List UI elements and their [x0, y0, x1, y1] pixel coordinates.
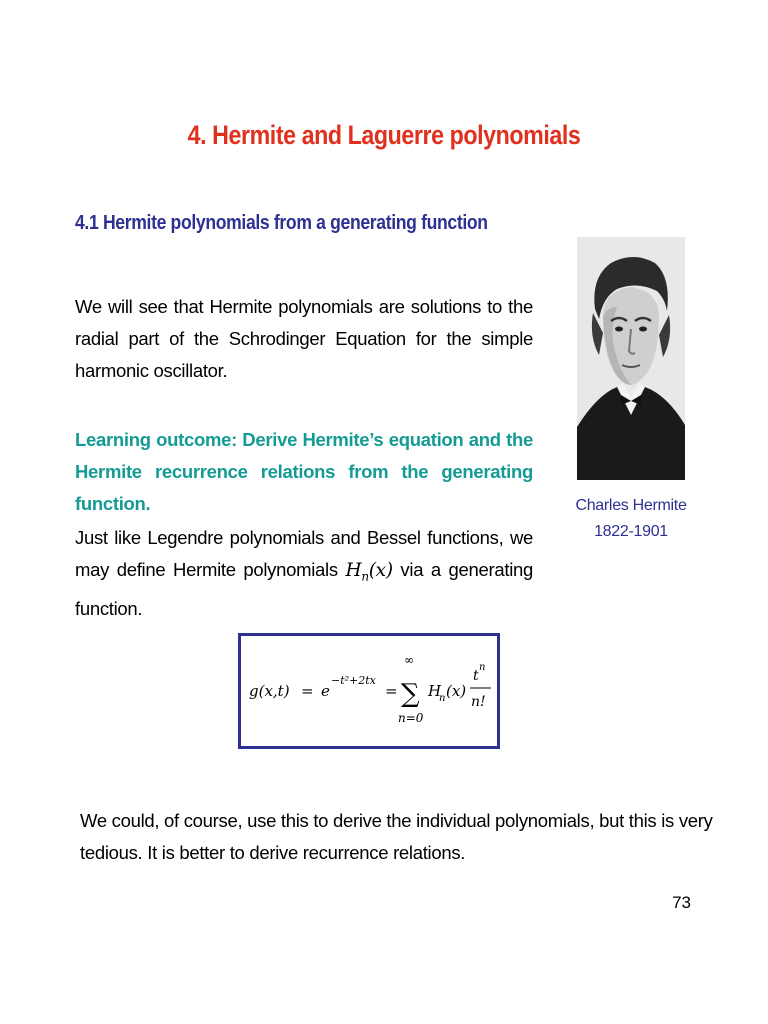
- portrait-caption: [560, 493, 702, 545]
- conclusion-paragraph: We could, of course, use this to derive the individual polynomials, but this is very tedious. It is better to derive recurrence relations.: [80, 810, 713, 863]
- formula-sum-upper: ∞: [404, 653, 414, 667]
- hermite-symbol: [345, 560, 393, 584]
- formula-term-arg: (x): [446, 682, 467, 700]
- formula-sum-lower: n=0: [398, 711, 424, 725]
- section-subtitle: 4.1 Hermite polynomials from a generating function: [75, 212, 488, 234]
- intro-paragraph: We will see that Hermite polynomials are solutions to the radial part of the Schrodinger Equation for the simple harmonic oscillator.: [75, 296, 533, 381]
- formula-term: H: [428, 682, 442, 700]
- page-number: 73: [672, 893, 691, 912]
- formula-sum-symbol: ∑: [401, 679, 420, 709]
- formula-exp-base: e: [321, 682, 330, 700]
- formula-equals-1: =: [301, 682, 314, 700]
- formula-frac-den: n!: [471, 694, 486, 710]
- hermite-symbol-sub: n: [361, 569, 369, 584]
- slide-title: 4. Hermite and Laguerre polynomials: [187, 120, 581, 150]
- generating-function-box: [238, 633, 500, 749]
- charles-hermite-portrait: [577, 237, 685, 480]
- generating-function-formula: [241, 636, 497, 746]
- formula-lhs: g(x,t): [249, 682, 290, 700]
- formula-frac-num: t: [473, 668, 479, 684]
- portrait-caption-years: 1822-1901: [594, 523, 668, 540]
- formula-frac-num-sup: n: [479, 662, 486, 673]
- definition-text-before: Just like Legendre polynomials and Bessel functions, we may define Hermite polynomials: [75, 527, 533, 580]
- hermite-symbol-main: H: [345, 560, 362, 581]
- definition-paragraph: [75, 522, 533, 625]
- formula-equals-2: =: [385, 682, 398, 700]
- learning-outcome: Learning outcome: Derive Hermite’s equation and the Hermite recurrence relations from the generating function.: [75, 429, 533, 514]
- portrait-caption-name: Charles Hermite: [575, 497, 687, 514]
- formula-term-sub: n: [439, 693, 446, 704]
- formula-exponent: −t²+2tx: [331, 674, 376, 687]
- definition-text-after: via a generating function.: [75, 559, 533, 619]
- hermite-symbol-arg: (x): [368, 560, 393, 581]
